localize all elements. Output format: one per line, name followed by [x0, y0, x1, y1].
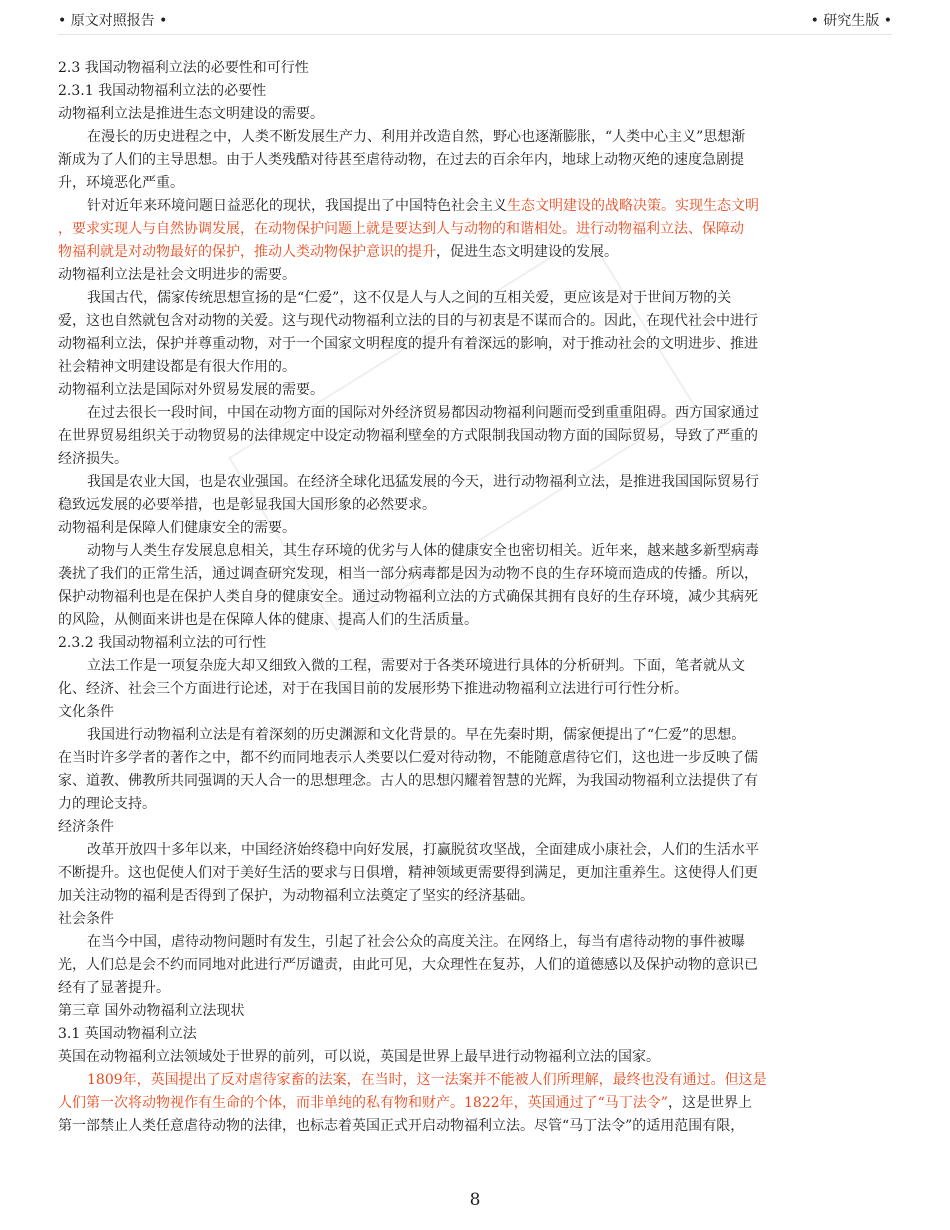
text-line: 动物与人类生存发展息息相关，其生存环境的优劣与人体的健康安全也密切相关。近年来，越来越多新型病毒	[87, 543, 759, 559]
text-segment: ，促进生态文明建设的发展。	[436, 244, 618, 260]
text-line: 升，环境恶化严重。	[58, 175, 184, 191]
text-line: 社会精神文明建设都是有很大作用的。	[58, 359, 296, 375]
text-line: 我国古代，儒家传统思想宣扬的是“仁爱”，这不仅是人与人之间的互相关爱，更应该是对于世间万物的关	[87, 290, 732, 306]
text-line: 爱，这也自然就包含对动物的关爱。这与现代动物福利立法的目的与初衷是不谋而合的。因此，在现代社会中进行	[58, 313, 758, 329]
page-number: 8	[469, 1190, 481, 1210]
text-line: 动物福利是保障人们健康安全的需要。	[58, 520, 296, 536]
text-line: 动物福利立法是推进生态文明建设的需要。	[58, 106, 324, 122]
text-line: 2.3.2 我国动物福利立法的可行性	[58, 635, 267, 651]
text-line	[58, 1069, 873, 1092]
text-line: 的风险，从侧面来讲也是在保障人体的健康、提高人们的生活质量。	[58, 612, 478, 628]
text-line: 不断提升。这也促使人们对于美好生活的要求与日俱增，精神领域更需要得到满足，更加注重养生。这使得人们更	[58, 865, 758, 881]
text-line	[58, 195, 873, 218]
text-line: 力的理论支持。	[58, 796, 156, 812]
text-line: 我国是农业大国，也是农业强国。在经济全球化迅猛发展的今天，进行动物福利立法，是推进我国国际贸易行	[87, 474, 759, 490]
text-line: 第一部禁止人类任意虐待动物的法律，也标志着英国正式开启动物福利立法。尽管“马丁法令”的适用范围有限，	[58, 1118, 745, 1134]
text-line	[58, 218, 873, 241]
text-line: 社会条件	[58, 911, 114, 927]
highlighted-text: 1809年，英国提出了反对虐待家畜的法案，在当时，这一法案并不能被人们所理解，最终也没有通过。但这是	[87, 1072, 767, 1088]
text-line: 2.3.1 我国动物福利立法的必要性	[58, 83, 267, 99]
text-line: 在当今中国，虐待动物问题时有发生，引起了社会公众的高度关注。在网络上，每当有虐待动物的事件被曝	[87, 934, 745, 950]
text-line: 2.3 我国动物福利立法的必要性和可行性	[58, 60, 309, 76]
header-left-label: • 原文对照报告 •	[58, 13, 168, 29]
text-line: 动物福利立法，保护并尊重动物，对于一个国家文明程度的提升有着深远的影响，对于推动社会的文明进步、推进	[58, 336, 758, 352]
text-line: 保护动物福利也是在保护人类自身的健康安全。通过动物福利立法的方式确保其拥有良好的生存环境，减少其病死	[58, 589, 758, 605]
text-segment: ，这是世界上	[667, 1095, 752, 1111]
report-header	[58, 8, 892, 35]
highlighted-text: 生态文明建设的战略决策。实现生态文明	[507, 198, 759, 214]
text-line: 英国在动物福利立法领域处于世界的前列，可以说，英国是世界上最早进行动物福利立法的国家。	[58, 1049, 660, 1065]
text-line: 经济损失。	[58, 451, 128, 467]
text-line: 加关注动物的福利是否得到了保护，为动物福利立法奠定了坚实的经济基础。	[58, 888, 534, 904]
text-line: 在过去很长一段时间，中国在动物方面的国际对外经济贸易都因动物福利问题而受到重重阻碍。西方国家通过	[87, 405, 759, 421]
text-line: 在漫长的历史进程之中，人类不断发展生产力、利用并改造自然，野心也逐渐膨胀，“人类中心主义”思想渐	[87, 129, 746, 145]
text-line: 经济条件	[58, 819, 114, 835]
text-line: 渐成为了人们的主导思想。由于人类残酷对待甚至虐待动物，在过去的百余年内，地球上动物灭绝的速度急剧提	[58, 152, 744, 168]
text-line: 在当时许多学者的著作之中，都不约而同地表示人类要以仁爱对待动物，不能随意虐待它们，这也进一步反映了儒	[58, 750, 758, 766]
text-segment: 针对近年来环境问题日益恶化的现状，我国提出了中国特色社会主义	[87, 198, 507, 214]
text-line: 动物福利立法是国际对外贸易发展的需要。	[58, 382, 324, 398]
text-line: 经有了显著提升。	[58, 980, 170, 996]
highlighted-text: 人们第一次将动物视作有生命的个体，而非单纯的私有物和财产。1822年，英国通过了“马丁法令”	[58, 1095, 668, 1111]
text-line: 3.1 英国动物福利立法	[58, 1026, 197, 1042]
text-line: 立法工作是一项复杂庞大却又细致入微的工程，需要对于各类环境进行具体的分析研判。下面，笔者就从文	[87, 658, 745, 674]
text-line: 动物福利立法是社会文明进步的需要。	[58, 267, 296, 283]
highlighted-text: 物福利就是对动物最好的保护，推动人类动物保护意识的提升	[58, 244, 436, 260]
text-line: 改革开放四十多年以来，中国经济始终稳中向好发展，打赢脱贫攻坚战，全面建成小康社会，人们的生活水平	[87, 842, 759, 858]
header-right-label: • 研究生版 •	[810, 13, 892, 29]
text-line	[58, 241, 873, 264]
text-line: 化、经济、社会三个方面进行论述，对于在我国目前的发展形势下推进动物福利立法进行可行性分析。	[58, 681, 688, 697]
text-line: 我国进行动物福利立法是有着深刻的历史渊源和文化背景的。早在先秦时期，儒家便提出了“仁爱”的思想。	[87, 727, 746, 743]
text-line: 第三章 国外动物福利立法现状	[58, 1003, 245, 1019]
document-body	[58, 57, 873, 1138]
text-line: 袭扰了我们的正常生活，通过调查研究发现，相当一部分病毒都是因为动物不良的生存环境而造成的传播。所以，	[58, 566, 758, 582]
text-line: 家、道教、佛教所共同强调的天人合一的思想理念。古人的思想闪耀着智慧的光辉，为我国动物福利立法提供了有	[58, 773, 758, 789]
text-line: 光，人们总是会不约而同地对此进行严厉谴责，由此可见，大众理性在复苏，人们的道德感以及保护动物的意识已	[58, 957, 758, 973]
text-line: 在世界贸易组织关于动物贸易的法律规定中设定动物福利壁垒的方式限制我国动物方面的国际贸易，导致了严重的	[58, 428, 758, 444]
highlighted-text: ，要求实现人与自然协调发展，在动物保护问题上就是要达到人与动物的和谐相处。进行动物福利立法、保障动	[58, 221, 744, 237]
text-line: 稳致远发展的必要举措，也是彰显我国大国形象的必然要求。	[58, 497, 436, 513]
text-line	[58, 1092, 873, 1115]
text-line: 文化条件	[58, 704, 114, 720]
